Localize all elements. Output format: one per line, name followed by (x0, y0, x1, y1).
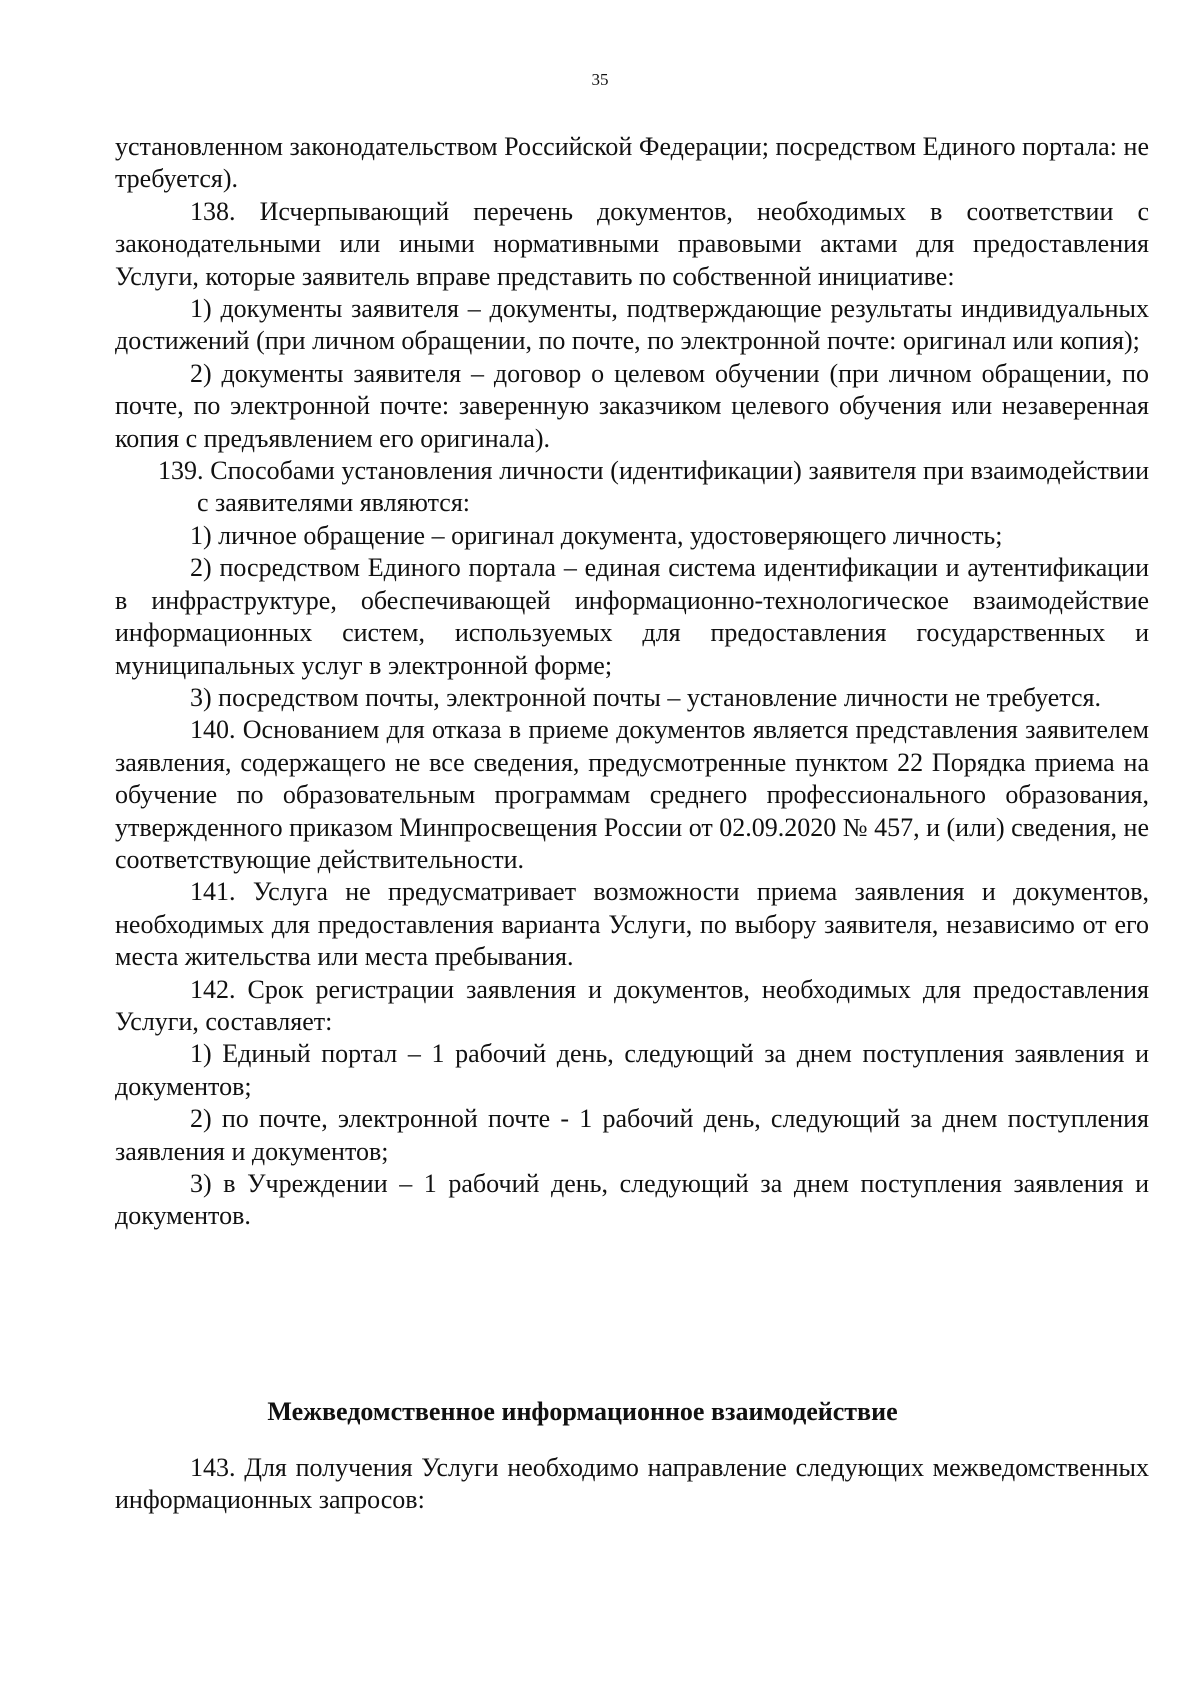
document-body (115, 131, 1149, 1233)
paragraph-continuation: установленном законодательством Российской Федерации; посредством Единого портала: не требуется). (115, 132, 1149, 194)
paragraph-138-item-1: 1) документы заявителя – документы, подтверждающие результаты индивидуальных достижений (при личном обращении, по почте, по электронной почте: оригинал или копия); (115, 294, 1149, 356)
paragraph-138-item-2: 2) документы заявителя – договор о целевом обучении (при личном обращении, по почте, по электронной почте: заверенную заказчиком целевого обучения или незаверенная копия с предъявлением его оригинала). (115, 358, 1149, 453)
page-number: 35 (591, 70, 609, 89)
paragraph-143-container (115, 1452, 1149, 1517)
paragraph-142: 142. Срок регистрации заявления и документов, необходимых для предоставления Услуги, составляет: (115, 974, 1149, 1036)
paragraph-143: 143. Для получения Услуги необходимо направление следующих межведомственных информационных запросов: (115, 1453, 1149, 1515)
paragraph-139-item-2: 2) посредством Единого портала – единая система идентификации и аутентификации в инфраструктуре, обеспечивающей информационно-технологическое взаимодействие информационных систем, используемых для предоставления государственных и муниципальных услуг в электронной форме; (115, 553, 1149, 680)
paragraph-141: 141. Услуга не предусматривает возможности приема заявления и документов, необходимых для предоставления варианта Услуги, по выбору заявителя, независимо от его места жительства или места пребывания. (115, 877, 1149, 972)
paragraph-142-item-2: 2) по почте, электронной почте - 1 рабочий день, следующий за днем поступления заявления и документов; (115, 1104, 1149, 1166)
paragraph-142-item-1: 1) Единый портал – 1 рабочий день, следующий за днем поступления заявления и документов; (115, 1039, 1149, 1101)
paragraph-140: 140. Основанием для отказа в приеме документов является представления заявителем заявления, содержащего не все сведения, предусмотренные пунктом 22 Порядка приема на обучение по образовательным программам среднего профессионального образования, утвержденного приказом Минпросвещения России от 02.09.2020 № 457, и (или) сведения, не соответствующие действительности. (115, 715, 1149, 874)
paragraph-139: 139. Способами установления личности (идентификации) заявителя при взаимодействии с заявителями являются: (158, 456, 1149, 518)
paragraph-142-item-3: 3) в Учреждении – 1 рабочий день, следующий за днем поступления заявления и документов. (115, 1169, 1149, 1231)
paragraph-139-item-3: 3) посредством почты, электронной почты – установление личности не требуется. (190, 682, 1101, 712)
paragraph-138: 138. Исчерпывающий перечень документов, необходимых в соответствии с законодательными или иными нормативными правовыми актами для предоставления Услуги, которые заявитель вправе представить по собственной инициативе: (115, 196, 1149, 291)
section-heading: Межведомственное информационное взаимодействие (267, 1397, 898, 1426)
paragraph-139-item-1: 1) личное обращение – оригинал документа, удостоверяющего личность; (190, 520, 1003, 550)
